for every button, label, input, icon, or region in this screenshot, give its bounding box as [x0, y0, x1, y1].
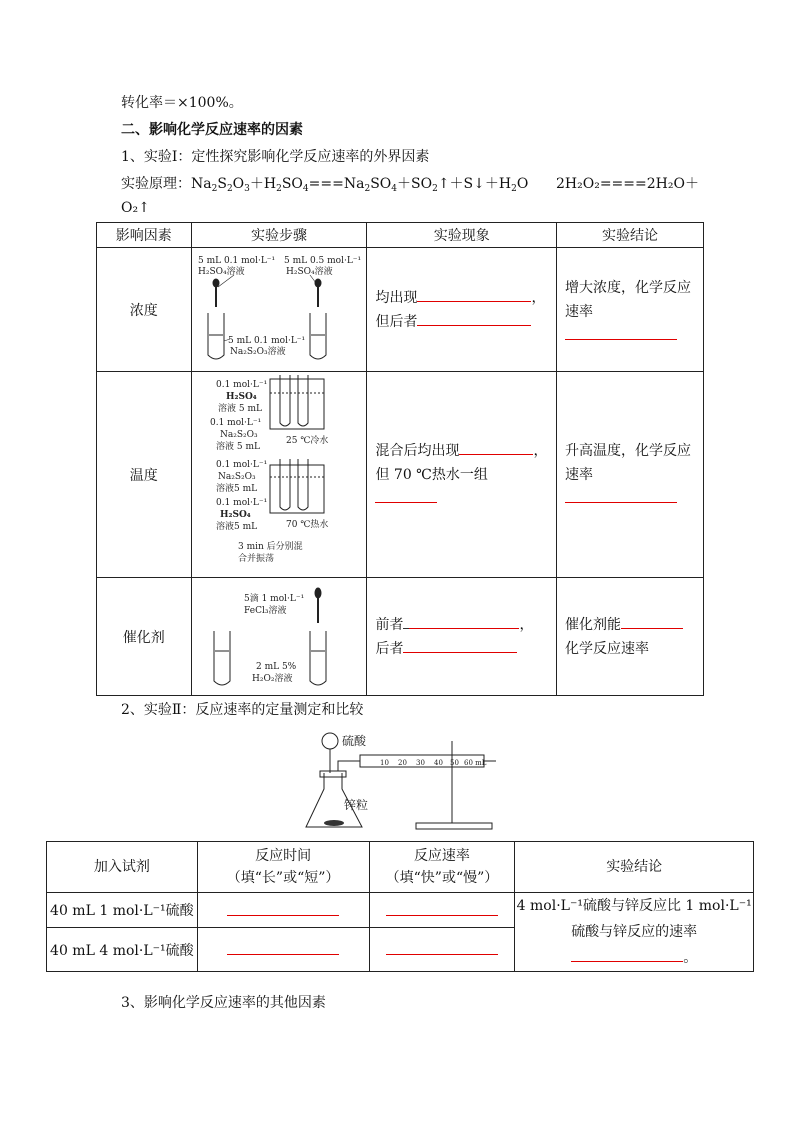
section-2-title: 二、影响化学反应速率的因素 [121, 122, 303, 138]
header-phenomenon: 实验现象 [367, 223, 557, 248]
header-reagent: 加入试剂 [47, 842, 198, 893]
table-row [97, 248, 704, 372]
label: FeCl₃溶液 [243, 605, 287, 616]
equation-1: $Na_2S_2O_3+H_2SO_4===Na_2SO_4+SO_2↑+S↓+H_2O$ [191, 176, 529, 194]
temperature-phenomenon: 混合后均出现 ， 但 70 ℃热水一组 [367, 372, 557, 578]
label: H₂SO₄ [225, 391, 257, 402]
factor-catalyst: 催化剂 [97, 578, 192, 696]
answer-blank[interactable] [621, 614, 683, 629]
tick-label: 30 [416, 759, 425, 767]
principle-label: 实验原理： [121, 176, 191, 192]
answer-blank[interactable] [459, 440, 533, 455]
label: 溶液5 mL [215, 483, 258, 494]
label: Na₂S₂O₃ [219, 429, 258, 440]
header-steps: 实验步骤 [191, 223, 367, 248]
answer-blank[interactable] [571, 947, 683, 962]
label: H₂SO₄ [219, 509, 251, 520]
hot-water-bath-icon [270, 459, 324, 513]
label: 0.1 mol·L⁻¹ [209, 417, 262, 428]
label: 25 ℃冷水 [285, 435, 329, 446]
funnel-icon [322, 733, 338, 773]
header-conclusion: 实验结论 [515, 842, 754, 893]
cold-water-bath-icon [270, 375, 324, 429]
experiment-2-conclusion: 4 mol·L⁻¹硫酸与锌反应比 1 mol·L⁻¹ 硫酸与锌反应的速率 。 [515, 893, 754, 972]
label: Na₂S₂O₃ [217, 471, 256, 482]
header-conclusion: 实验结论 [557, 223, 704, 248]
reagent-1: 40 mL 1 mol·L⁻¹硫酸 [47, 893, 198, 928]
dropper-left-icon [213, 279, 219, 307]
answer-blank[interactable] [386, 901, 498, 916]
test-tube-left-icon [214, 631, 230, 685]
flask-icon [306, 761, 362, 827]
catalyst-figure [191, 578, 367, 696]
experiment-2-table [46, 841, 754, 972]
test-tube-right-icon [310, 631, 326, 685]
tick-label: 50 [450, 759, 459, 767]
temperature-conclusion: 升高温度，化学反应速率 [557, 372, 704, 578]
catalyst-phenomenon: 前者 ， 后者 [367, 578, 557, 696]
answer-blank[interactable] [375, 488, 437, 503]
tick-label: 60 mL [464, 759, 487, 767]
equation-2: 2H₂O₂====2H₂O＋ [556, 176, 699, 192]
table-row [47, 893, 754, 928]
header-reaction-time: 反应时间 （填“长”或“短”） [197, 842, 369, 893]
time-cell [197, 928, 369, 972]
label: 2 mL 5% [255, 661, 297, 672]
tick-label: 20 [398, 759, 407, 767]
stand-icon [416, 741, 492, 829]
label-na2s2o3-solution: Na₂S₂O₃溶液 [229, 346, 286, 357]
label-h2so4-solution-b: H₂SO₄溶液 [285, 266, 333, 277]
experiment-2-title: 2、实验Ⅱ：反应速率的定量测定和比较 [121, 702, 364, 718]
label: 5滴 1 mol·L⁻¹ [243, 593, 305, 604]
answer-blank[interactable] [565, 488, 677, 503]
concentration-conclusion: 增大浓度，化学反应速率 [557, 248, 704, 372]
label: H₂O₂溶液 [251, 673, 293, 684]
label-na2s2o3-vol: 5 mL 0.1 mol·L⁻¹ [227, 335, 306, 346]
dropper-icon [315, 588, 321, 623]
test-tube-right-icon [310, 313, 326, 359]
concentration-phenomenon: 均出现 ， 但后者 [367, 248, 557, 372]
label: 合并振荡 [237, 553, 274, 564]
header-reaction-rate: 反应速率 （填“快”或“慢”） [369, 842, 515, 893]
time-cell [197, 893, 369, 928]
answer-blank[interactable] [227, 940, 339, 955]
label-sulfuric-acid: 硫酸 [342, 734, 367, 748]
header-factor: 影响因素 [97, 223, 192, 248]
zinc-icon [324, 820, 344, 826]
label: 0.1 mol·L⁻¹ [215, 497, 268, 508]
answer-blank[interactable] [417, 311, 531, 326]
label: 3 min 后分别混 [237, 541, 303, 552]
answer-blank[interactable] [227, 901, 339, 916]
test-tube-left-icon [208, 313, 224, 359]
table-row [97, 578, 704, 696]
label-zinc-granules: 锌粒 [344, 798, 369, 812]
label: 溶液5 mL [215, 521, 258, 532]
table-row [97, 372, 704, 578]
answer-blank[interactable] [417, 287, 531, 302]
temperature-figure [191, 372, 367, 578]
answer-blank[interactable] [565, 325, 677, 340]
apparatus-figure [300, 727, 500, 835]
answer-blank[interactable] [386, 940, 498, 955]
tick-label: 40 [434, 759, 443, 767]
label-h2so4-05: 5 mL 0.5 mol·L⁻¹ [283, 255, 362, 266]
catalyst-conclusion: 催化剂能 化学反应速率 [557, 578, 704, 696]
label: 0.1 mol·L⁻¹ [215, 459, 268, 470]
rate-cell [369, 928, 515, 972]
factor-temperature: 温度 [97, 372, 192, 578]
concentration-figure [191, 248, 367, 372]
conversion-rate-line: 转化率＝×100%。 [121, 95, 243, 111]
equation-2-continued: O₂↑ [121, 200, 150, 216]
experiment-1-title: 1、实验Ⅰ：定性探究影响化学反应速率的外界因素 [121, 149, 430, 165]
answer-blank[interactable] [403, 638, 517, 653]
reagent-2: 40 mL 4 mol·L⁻¹硫酸 [47, 928, 198, 972]
tick-label: 10 [380, 759, 389, 767]
label: 0.1 mol·L⁻¹ [215, 379, 268, 390]
label: 70 ℃热水 [285, 519, 329, 530]
principle-line [121, 174, 528, 194]
experiment-1-table [96, 222, 704, 696]
label-h2so4-solution-a: H₂SO₄溶液 [197, 266, 245, 277]
experiment-3-title: 3、影响化学反应速率的其他因素 [121, 995, 326, 1011]
rate-cell [369, 893, 515, 928]
label-h2so4-01: 5 mL 0.1 mol·L⁻¹ [197, 255, 276, 266]
label: 溶液 5 mL [217, 403, 262, 414]
answer-blank[interactable] [409, 614, 519, 629]
label: 溶液 5 mL [215, 441, 260, 452]
factor-concentration: 浓度 [97, 248, 192, 372]
